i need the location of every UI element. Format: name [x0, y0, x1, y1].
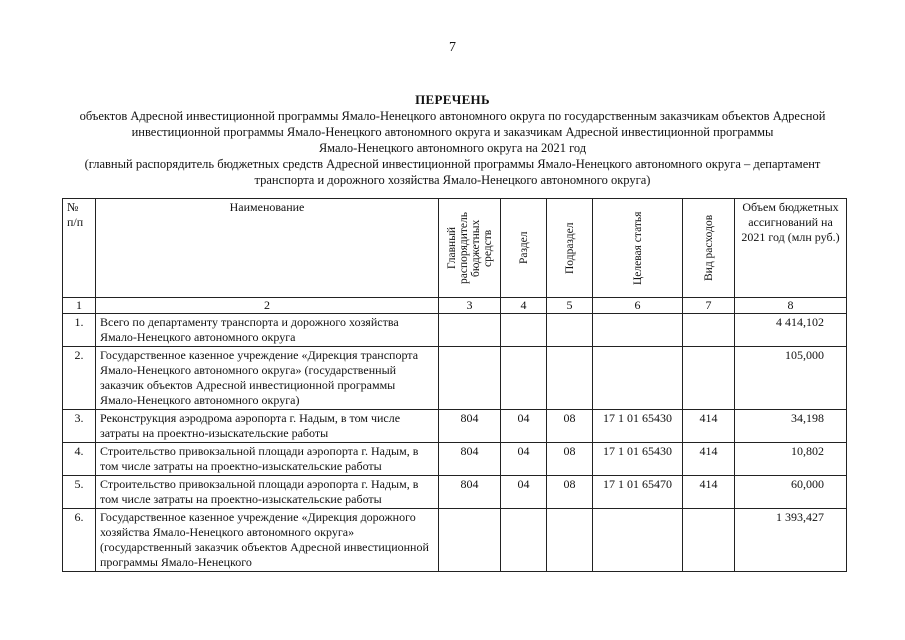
row-subsection: 08 — [547, 476, 593, 509]
table-row — [63, 347, 847, 410]
header-manager-text: Главный распорядитель бюджетных средств — [445, 211, 494, 285]
document-heading — [40, 92, 865, 188]
row-article — [593, 347, 683, 410]
row-manager — [439, 509, 501, 572]
table-row — [63, 314, 847, 347]
document-title: ПЕРЕЧЕНЬ — [415, 92, 490, 107]
row-name: Государственное казенное учреждение «Дирекция транспорта Ямало-Ненецкого автономного округа» (государственный заказчик объектов Адресной инвестиционной программы Ямало-Ненецкого автономного округа) — [96, 347, 439, 410]
row-subsection — [547, 509, 593, 572]
row-expense — [683, 509, 735, 572]
header-expense-text: Вид расходов — [702, 214, 715, 282]
row-name: Строительство привокзальной площади аэропорта г. Надым, в том числе затраты на проектно-изыскательские работы — [96, 476, 439, 509]
table-row — [63, 410, 847, 443]
row-subsection: 08 — [547, 443, 593, 476]
row-amount: 34,198 — [735, 410, 847, 443]
table-row — [63, 509, 847, 572]
col-number: 1 — [63, 298, 96, 314]
header-index: № п/п — [63, 199, 96, 298]
column-number-row — [63, 298, 847, 314]
row-article — [593, 314, 683, 347]
row-manager — [439, 347, 501, 410]
row-section: 04 — [501, 443, 547, 476]
header-subsection-text: Подраздел — [563, 222, 576, 274]
header-article-text: Целевая статья — [631, 211, 644, 285]
row-name: Реконструкция аэродрома аэропорта г. Надым, в том числе затраты на проектно-изыскательские работы — [96, 410, 439, 443]
table-header-row — [63, 199, 847, 298]
col-number: 5 — [547, 298, 593, 314]
row-article — [593, 509, 683, 572]
col-number: 4 — [501, 298, 547, 314]
row-index: 3. — [63, 410, 96, 443]
heading-line-3: Ямало-Ненецкого автономного округа на 2021 год — [318, 141, 587, 155]
row-section — [501, 347, 547, 410]
row-amount: 4 414,102 — [735, 314, 847, 347]
header-article — [593, 199, 683, 298]
table-row — [63, 476, 847, 509]
row-subsection: 08 — [547, 410, 593, 443]
row-article: 17 1 01 65430 — [593, 410, 683, 443]
header-manager — [439, 199, 501, 298]
row-subsection — [547, 347, 593, 410]
row-subsection — [547, 314, 593, 347]
row-expense: 414 — [683, 476, 735, 509]
row-index: 2. — [63, 347, 96, 410]
row-section: 04 — [501, 476, 547, 509]
header-section-text: Раздел — [517, 231, 530, 265]
header-amount: Объем бюджетных ассигнований на 2021 год (млн руб.) — [735, 199, 847, 298]
row-manager: 804 — [439, 410, 501, 443]
row-name: Строительство привокзальной площади аэропорта г. Надым, в том числе затраты на проектно-изыскательские работы — [96, 443, 439, 476]
header-section — [501, 199, 547, 298]
row-article: 17 1 01 65430 — [593, 443, 683, 476]
row-index: 1. — [63, 314, 96, 347]
col-number: 2 — [96, 298, 439, 314]
col-number: 3 — [439, 298, 501, 314]
row-article: 17 1 01 65470 — [593, 476, 683, 509]
row-index: 5. — [63, 476, 96, 509]
row-section — [501, 509, 547, 572]
page-number: 7 — [449, 40, 456, 55]
row-expense: 414 — [683, 443, 735, 476]
row-manager: 804 — [439, 443, 501, 476]
row-manager: 804 — [439, 476, 501, 509]
col-number: 8 — [735, 298, 847, 314]
table-row — [63, 443, 847, 476]
row-name: Всего по департаменту транспорта и дорожного хозяйства Ямало-Ненецкого автономного округа — [96, 314, 439, 347]
row-amount: 1 393,427 — [735, 509, 847, 572]
row-amount: 60,000 — [735, 476, 847, 509]
row-expense — [683, 314, 735, 347]
row-name: Государственное казенное учреждение «Дирекция дорожного хозяйства Ямало-Ненецкого автономного округа» (государственный заказчик объектов Адресной инвестиционной программы Ямало-Ненецкого — [96, 509, 439, 572]
heading-line-1: объектов Адресной инвестиционной программы Ямало-Ненецкого автономного округа по государственным заказчикам объектов Адресной — [79, 109, 826, 123]
objects-table — [62, 198, 847, 572]
row-index: 6. — [63, 509, 96, 572]
row-section — [501, 314, 547, 347]
row-amount: 105,000 — [735, 347, 847, 410]
heading-line-2: инвестиционной программы Ямало-Ненецкого автономного округа и заказчикам Адресной инвестиционной программы — [131, 125, 774, 139]
row-manager — [439, 314, 501, 347]
header-name: Наименование — [96, 199, 439, 298]
heading-line-5: транспорта и дорожного хозяйства Ямало-Ненецкого автономного округа) — [254, 173, 651, 187]
row-amount: 10,802 — [735, 443, 847, 476]
row-index: 4. — [63, 443, 96, 476]
heading-line-4: (главный распорядитель бюджетных средств Адресной инвестиционной программы Ямало-Ненецкого автономного округа – департамент — [84, 157, 821, 171]
row-expense: 414 — [683, 410, 735, 443]
row-expense — [683, 347, 735, 410]
header-expense — [683, 199, 735, 298]
col-number: 7 — [683, 298, 735, 314]
col-number: 6 — [593, 298, 683, 314]
row-section: 04 — [501, 410, 547, 443]
header-subsection — [547, 199, 593, 298]
